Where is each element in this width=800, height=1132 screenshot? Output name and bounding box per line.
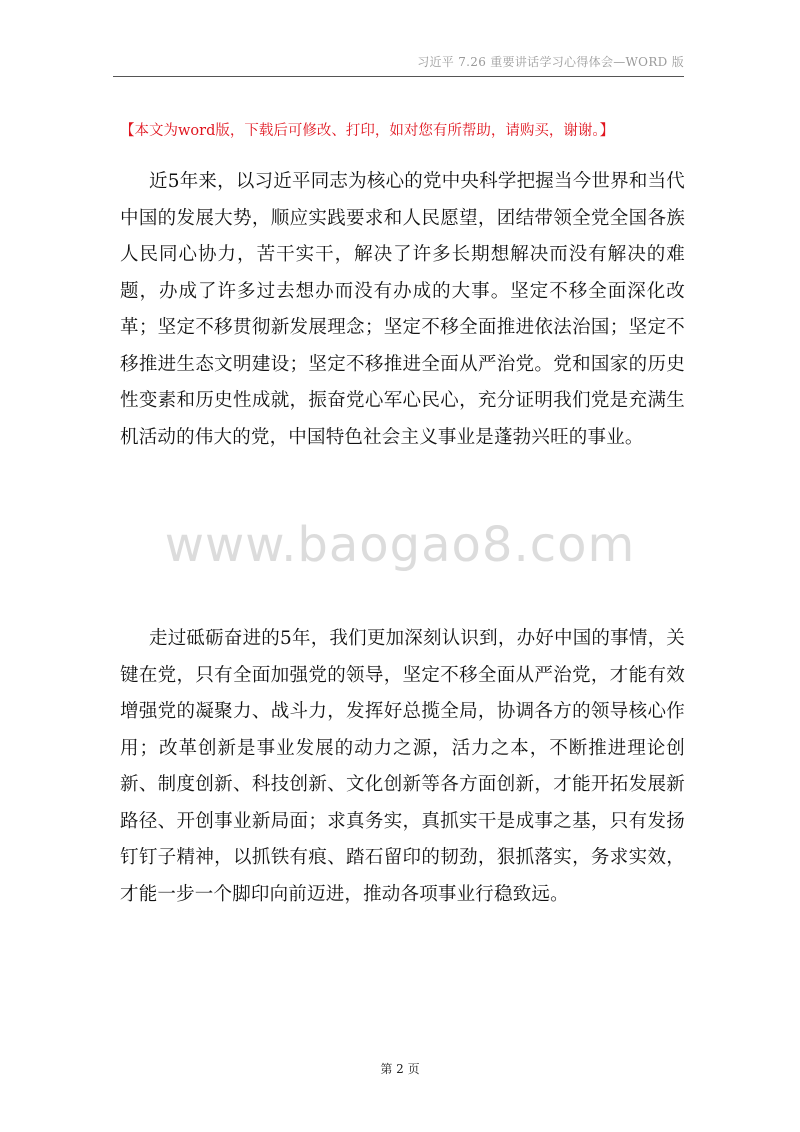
page-header (113, 50, 684, 77)
page-number: 第 2 页 (380, 1062, 420, 1076)
watermark-text: www.baogao8.com (164, 517, 636, 573)
header-title: 习近平 7.26 重要讲话学习心得体会—WORD 版 (417, 55, 684, 69)
body-paragraph: 近5年来，以习近平同志为核心的党中央科学把握当今世界和当代中国的发展大势，顺应实践要求和人民愿望，团结带领全党全国各族人民同心协力，苦干实干，解决了许多长期想解决而没有解决的难题，办成了许多过去想办而没有办成的大事。坚定不移全面深化改革；坚定不移贯彻新发展理念；坚定不移全面推进依法治国；坚定不移推进生态文明建设；坚定不移推进全面从严治党。党和国家的历史性变素和历史性成就，振奋党心军心民心，充分证明我们党是充满生机活动的伟大的党，中国特色社会主义事业是蓬勃兴旺的事业。 (120, 171, 685, 448)
download-notice: 【本文为word版，下载后可修改、打印，如对您有所帮助，请购买，谢谢。】 (120, 123, 615, 139)
body-paragraph: 走过砥砺奋进的5年，我们更加深刻认识到，办好中国的事情，关键在党，只有全面加强党的领导，坚定不移全面从严治党，才能有效增强党的凝聚力、战斗力，发挥好总揽全局，协调各方的领导核心作用；改革创新是事业发展的动力之源，活力之本，不断推进理论创新、制度创新、科技创新、文化创新等各方面创新，才能开拓发展新路径、开创事业新局面；求真务实，真抓实干是成事之基，只有发扬钉钉子精神，以抓铁有痕、踏石留印的韧劲，狠抓落实，务求实效，才能一步一个脚印向前迈进，推动各项事业行稳致远。 (120, 628, 685, 905)
